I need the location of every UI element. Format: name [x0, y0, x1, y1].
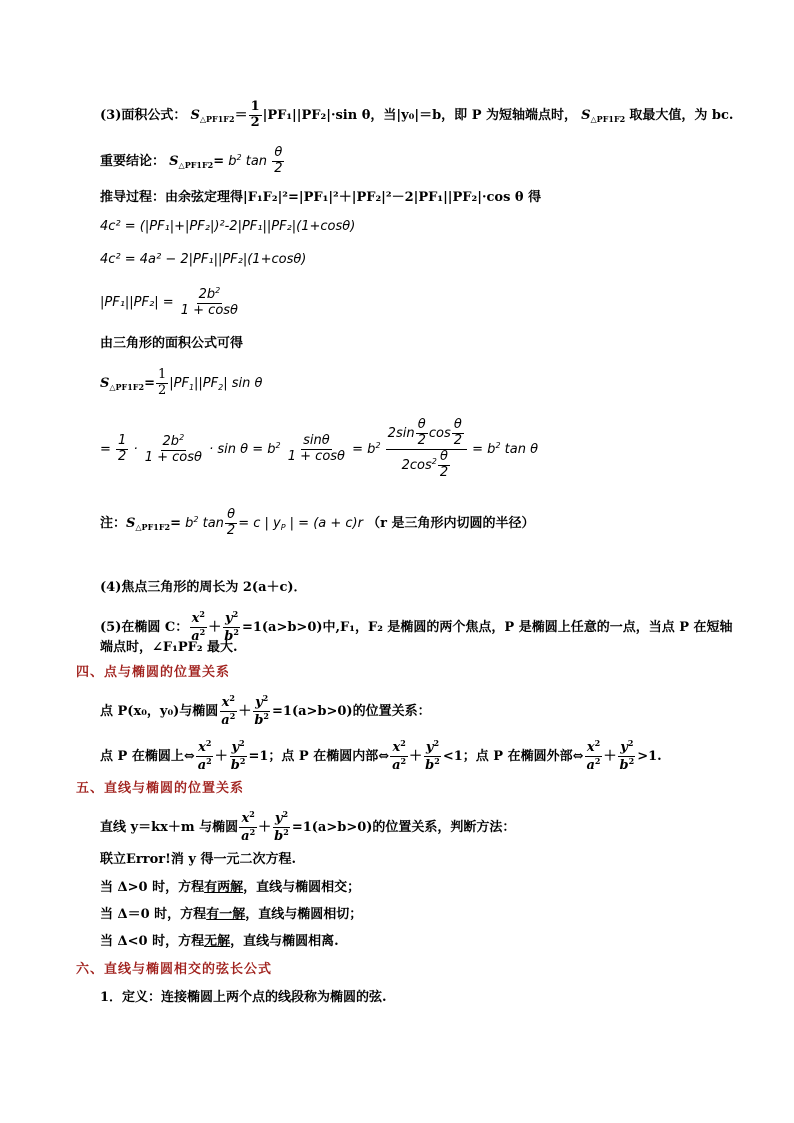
section-5-title: 五、直线与椭圆的位置关系: [76, 781, 245, 796]
area-formula-label: (3)面积公式：: [100, 107, 187, 123]
perimeter-line: (4)焦点三角形的周长为 2(a＋c)．: [100, 580, 307, 595]
conclusion-line: 重要结论： $S_{\triangle PF1F2}= b^2$ tan $\frac{\theta}{2}$: [100, 145, 283, 176]
note-paren: （r 是三角形内切圆的半径）: [367, 515, 535, 531]
conclusion-label: 重要结论：: [100, 153, 166, 169]
sec5-line-5: 当 Δ<0 时，方程无解，直线与椭圆相离.: [100, 934, 339, 949]
sec5-line-3: 当 Δ>0 时，方程有两解，直线与椭圆相交；: [100, 880, 361, 895]
note-label: 注：: [100, 515, 127, 531]
equation-3: |PF₁||PF₂| = $\frac{2b^2}{1 + \cos\theta}$: [100, 286, 239, 318]
sec5-line-2: 联立Error!消 y 得一元二次方程.: [100, 852, 296, 867]
sec6-definition: 1．定义：连接椭圆上两个点的线段称为椭圆的弦.: [100, 990, 387, 1005]
area-equation: $S_{\triangle PF1F2}=$ $\frac{1}{2}$ $|PF_1||PF_2|$ sin θ: [100, 367, 263, 398]
sec5-line-4: 当 Δ＝0 时，方程有一解，直线与椭圆相切；: [100, 907, 363, 922]
half-fraction: $\frac{1}{2}$: [250, 99, 260, 130]
area-expansion: = $\frac{1}{2}$ · $\frac{2b^2}{1 + \cos\theta}$ · $\sin \theta = b^2$ $\frac{\sin\theta}{1 + \cos\theta}$ = $b^2$ 2sin $\frac{\theta}{2}$ cos $\frac{\theta}{2}$ $2\cos^2$ $\frac{\theta}{2}$ = $b^2$ tan θ: [100, 417, 539, 480]
max-angle-line: (5)在椭圆 C： $\frac{x^2}{a^2}$ ＋ $\frac{y^2}{b^2}$ =1(a>b>0)中,F₁，F₂ 是椭圆的两个焦点，P 是椭圆上任意的一点，当点 P 在短轴: [100, 609, 733, 644]
derivation-text: 推导过程：由余弦定理得|F₁F₂|²=|PF₁|²＋|PF₂|²－2|PF₁||PF₂|·cos θ 得: [100, 190, 542, 205]
note-line: 注：$S_{\triangle PF1F2}= b^2$ tan $\frac{\theta}{2}$ = c | $y_P$ | = (a + c)r （r 是三角形内切圆的半径）: [100, 507, 535, 538]
equation-3-lhs: |PF₁||PF₂| =: [100, 294, 174, 310]
sec5-line-1: 直线 y＝kx＋m 与椭圆 $\frac{x^2}{a^2}$ ＋ $\frac{y^2}{b^2}$ =1(a>b>0)的位置关系，判断方法：: [100, 809, 516, 844]
max-angle-b: =1(a>b>0)中,F₁，F₂ 是椭圆的两个焦点，P 是椭圆上任意的一点，当点 P 在短轴: [241, 619, 733, 635]
sec4-line-2: 点 P 在椭圆上⇔ $\frac{x^2}{a^2}$ ＋ $\frac{y^2}{b^2}$ =1；点 P 在椭圆内部⇔ $\frac{x^2}{a^2}$ ＋ $\frac{y^2}{b^2}$ <1；点 P 在椭圆外部⇔ $\frac{x^2}{a^2}$ ＋ $\frac{y^2}{b^2}$ >1.: [100, 738, 662, 773]
section-6-title: 六、直线与椭圆相交的弦长公式: [76, 962, 273, 977]
equation-2: 4c² = 4a² − 2|PF₁||PF₂|(1+cosθ): [100, 252, 307, 267]
area-formula-end: 取最大值，为 bc.: [629, 107, 734, 123]
sec4-line-1: 点 P(x₀，y₀)与椭圆 $\frac{x^2}{a^2}$ ＋ $\frac{y^2}{b^2}$ =1(a>b>0)的位置关系：: [100, 693, 431, 728]
max-angle-a: (5)在椭圆 C：: [100, 619, 189, 635]
section-4-title: 四、点与椭圆的位置关系: [76, 665, 231, 680]
area-intro: 由三角形的面积公式可得: [100, 336, 244, 351]
area-formula-line: (3)面积公式： $S_{\triangle PF1F2}=$ $\frac{1}{2}$ |PF₁||PF₂|·sin θ，当|y₀|＝b，即 P 为短轴端点时， $S_{\triangle PF1F2}$ 取最大值，为 bc.: [100, 99, 734, 130]
max-angle-line-2: 端点时，∠F₁PF₂ 最大.: [100, 640, 238, 655]
area-formula-mid: |PF₁||PF₂|·sin θ，当|y₀|＝b，即 P 为短轴端点时，: [262, 107, 577, 123]
equation-1: 4c² = (|PF₁|+|PF₂|)²-2|PF₁||PF₂|(1+cosθ): [100, 219, 356, 234]
